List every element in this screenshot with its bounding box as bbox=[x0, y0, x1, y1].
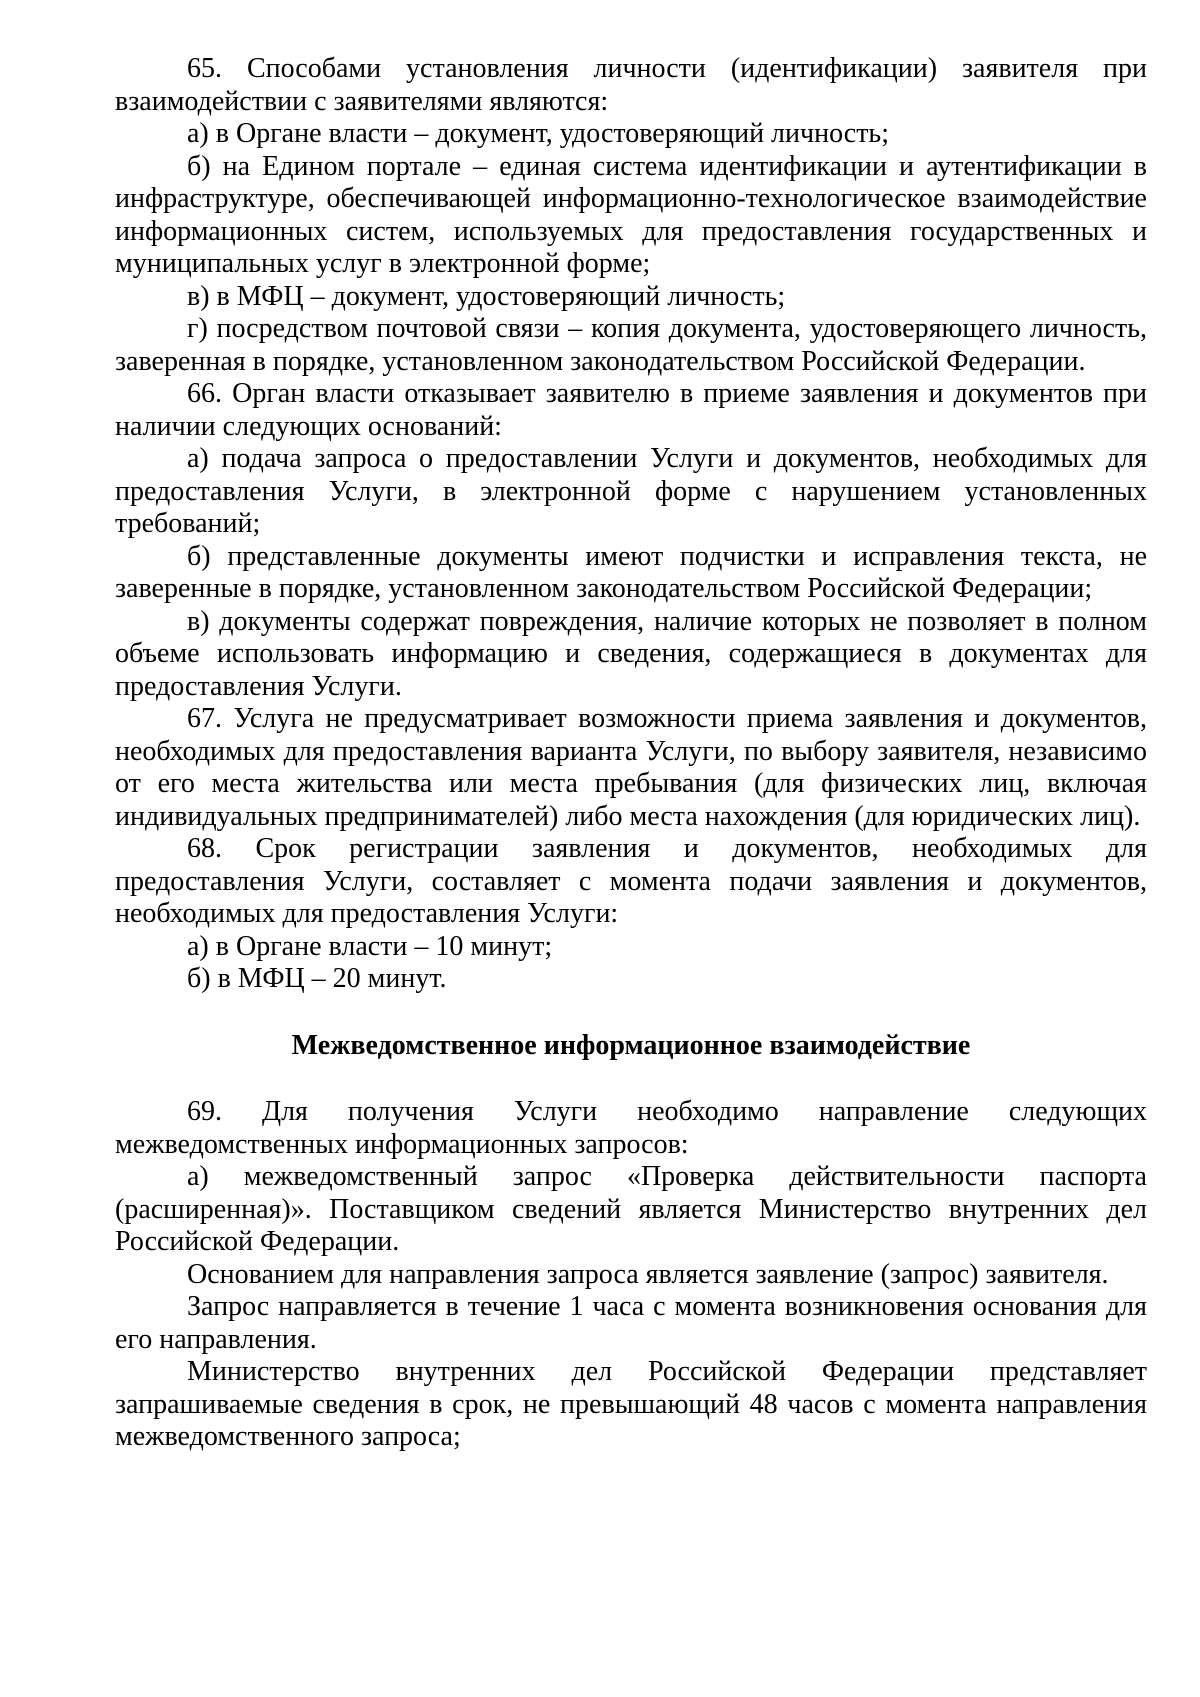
paragraph-65: 65. Способами установления личности (идентификации) заявителя при взаимодействии с заявителями являются: bbox=[115, 53, 1147, 117]
paragraph-68-b: б) в МФЦ – 20 минут. bbox=[187, 963, 447, 994]
paragraph-68-a: а) в Органе власти – 10 минут; bbox=[187, 930, 553, 962]
paragraph-69-response: Министерство внутренних дел Российской Федерации представляет запрашиваемые сведения в срок, не превышающий 48 часов с момента направления межведомственного запроса; bbox=[115, 1356, 1147, 1452]
paragraph-66-a: а) подача запроса о предоставлении Услуги и документов, необходимых для предоставления Услуги, в электронной форме с нарушением установленных требований; bbox=[115, 443, 1147, 539]
paragraph-67: 67. Услуга не предусматривает возможности приема заявления и документов, необходимых для предоставления варианта Услуги, по выбору заявителя, независимо от его места жительства или места пребывания (для физических лиц, включая индивидуальных предпринимателей) либо места нахождения (для юридических лиц). bbox=[115, 703, 1147, 832]
paragraph-65-v: в) в МФЦ – документ, удостоверяющий личность; bbox=[187, 280, 786, 312]
paragraph-69: 69. Для получения Услуги необходимо направление следующих межведомственных информационных запросов: bbox=[115, 1096, 1147, 1160]
document-body bbox=[115, 53, 1147, 1454]
paragraph-68: 68. Срок регистрации заявления и документов, необходимых для предоставления Услуги, составляет с момента подачи заявления и документов, необходимых для предоставления Услуги: bbox=[115, 833, 1147, 929]
paragraph-66-b: б) представленные документы имеют подчистки и исправления текста, не заверенные в порядке, установленном законодательством Российской Федерации; bbox=[115, 540, 1147, 604]
paragraph-69-timing: Запрос направляется в течение 1 часа с момента возникновения основания для его направления. bbox=[115, 1291, 1147, 1355]
paragraph-66: 66. Орган власти отказывает заявителю в приеме заявления и документов при наличии следующих оснований: bbox=[115, 378, 1147, 442]
paragraph-69-basis: Основанием для направления запроса является заявление (запрос) заявителя. bbox=[187, 1258, 1109, 1290]
paragraph-69-a: а) межведомственный запрос «Проверка действительности паспорта (расширенная)». Поставщиком сведений является Министерство внутренних дел Российской Федерации. bbox=[115, 1161, 1147, 1257]
paragraph-66-v: в) документы содержат повреждения, наличие которых не позволяет в полном объеме использовать информацию и сведения, содержащиеся в документах для предоставления Услуги. bbox=[115, 605, 1147, 702]
section-heading: Межведомственное информационное взаимодействие bbox=[291, 1029, 971, 1061]
paragraph-65-b: б) на Едином портале – единая система идентификации и аутентификации в инфраструктуре, обеспечивающей информационно-технологическое взаимодействие информационных систем, используемых для предоставления государственных и муниципальных услуг в электронной форме; bbox=[115, 150, 1147, 279]
paragraph-65-g: г) посредством почтовой связи – копия документа, удостоверяющего личность, заверенная в порядке, установленном законодательством Российской Федерации. bbox=[115, 313, 1147, 377]
paragraph-65-a: а) в Органе власти – документ, удостоверяющий личность; bbox=[187, 118, 889, 149]
